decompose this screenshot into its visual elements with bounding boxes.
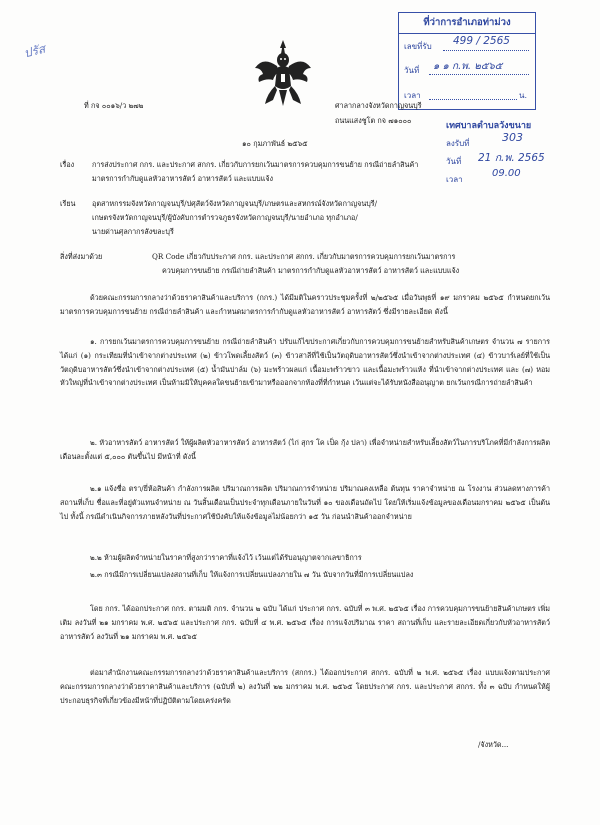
garuda-emblem-icon — [253, 38, 313, 108]
recipient-line-3: นายด่านศุลกากรสังขละบุรี — [92, 227, 174, 236]
stamp2-receive-value: 303 — [502, 131, 523, 144]
paragraph-item-1: ๑. การยกเว้นมาตรการควบคุมการขนย้าย กรณีถ่ายลำสินค้า ปรับแก้ไขประกาศเกี่ยวกับการควบคุมการขนย้ายสำหรับสินค้าเกษตร จำนวน ๗ รายการ ได้แก่ (๑) กระเทียมที่นำเข้าจากต่างประเทศ (๒) ข้าวโพดเลี้ยงสัตว์ (๓) ข้าวสาลีที่ใช้เป็นวัตถุดิบอาหารสัตว์ซึ่งนำเข้าจากต่างประเทศ (๔) ข้าวบาร์เลย์ที่ใช้เป็นวัตถุดิบอาหารสัตว์ซึ่งนำเข้าจากต่างประเทศ (๕) น้ำมันปาล์ม (๖) มะพร้าวผลแก่ เนื้อมะพร้าวขาว และเนื้อมะพร้าวแห้ง ที่นำเข้าจากต่างประเทศ และ (๗) หอมหัวใหญ่ที่นำเข้าจากต่างประเทศ เป็นห้ามมิให้บุคคลใดขนย้ายเข้ามาหรือออกจากท้องที่ที่กำหนด เว้นแต่จะได้รับหนังสืออนุญาต ยกเว้นกรณีการถ่ายลำสินค้า — [60, 337, 550, 388]
stamp-receive-label: เลขที่รับ — [404, 42, 432, 51]
stamp2-time-label: เวลา — [446, 175, 463, 184]
handwritten-note: ปรัส — [22, 41, 47, 61]
stamp-date-label: วันที่ — [404, 66, 420, 75]
stamp2-time-value: 09.00 — [492, 168, 521, 179]
stamp2-receive-label: ลงรับที่ — [446, 139, 470, 148]
stamp-date-value: ๑ ๑ ก.พ. ๒๕๖๕ — [433, 61, 503, 72]
recipient-line-1: อุตสาหกรรมจังหวัดกาญจนบุรี/ปศุสัตว์จังหวัดกาญจนบุรี/เกษตรและสหกรณ์จังหวัดกาญจนบุรี/ — [92, 199, 378, 208]
attachment-line-1: QR Code เกี่ยวกับประกาศ กกร. และประกาศ สกกร. เกี่ยวกับมาตรการควบคุมการยกเว้นมาตรการ — [152, 252, 456, 261]
attachment-label: สิ่งที่ส่งมาด้วย — [60, 252, 103, 261]
subject-label: เรื่อง — [60, 160, 75, 169]
recipient-line-2: เกษตรจังหวัดกาญจนบุรี/ผู้บังคับการตำรวจภูธรจังหวัดกาญจนบุรี/นายอำเภอ ทุกอำเภอ/ — [92, 213, 358, 222]
recipient-label: เรียน — [60, 199, 76, 208]
stamp-time-unit: น. — [519, 91, 528, 100]
paragraph-intro: ด้วยคณะกรรมการกลางว่าด้วยราคาสินค้าและบริการ (กกร.) ได้มีมติในคราวประชุมครั้งที่ ๒/๒๕๖๕ เมื่อวันพุธที่ ๑๙ มกราคม ๒๕๖๕ กำหนดยกเว้นมาตรการควบคุมการขนย้าย กรณีถ่ายลำสินค้า และกำหนดมาตรการกำกับดูแลหัวอาหารสัตว์ อาหารสัตว์ ซึ่งมีรายละเอียด ดังนี้ — [60, 293, 550, 316]
stamp2-date-value: 21 ก.พ. 2565 — [478, 152, 545, 164]
stamp-title: ที่ว่าการอำเภอท่าม่วง — [399, 13, 535, 34]
subject-line-1: การส่งประกาศ กกร. และประกาศ สกกร. เกี่ยวกับการยกเว้นมาตรการควบคุมการขนย้าย กรณีถ่ายลำสินค้า — [92, 160, 419, 169]
attachment-line-2: ควบคุมการขนย้าย กรณีถ่ายลำสินค้า มาตรการกำกับดูแลหัวอาหารสัตว์ อาหารสัตว์ และแบบแจ้ง — [162, 266, 460, 275]
receipt-stamp-district — [398, 12, 536, 110]
paragraph-announcement-skkr: ต่อมาสำนักงานคณะกรรมการกลางว่าด้วยราคาสินค้าและบริการ (สกกร.) ได้ออกประกาศ สกกร. ฉบับที่ ๒ พ.ศ. ๒๕๖๕ เรื่อง แบบแจ้งตามประกาศคณะกรรมการกลางว่าด้วยราคาสินค้าและบริการ (ฉบับที่ ๒) ลงวันที่ ๒๒ มกราคม พ.ศ. ๒๕๖๕ โดยประกาศ กกร. และประกาศ สกกร. ทั้ง ๓ ฉบับ กำหนดให้ผู้ประกอบธุรกิจที่เกี่ยวข้องมีหน้าที่ปฏิบัติตามโดยเคร่งครัด — [60, 668, 550, 705]
sender-office-1: ศาลากลางจังหวัดกาญจนบุรี — [335, 101, 422, 110]
paragraph-announcement-kkr: โดย กกร. ได้ออกประกาศ กกร. ตามมติ กกร. จำนวน ๒ ฉบับ ได้แก่ ประกาศ กกร. ฉบับที่ ๓ พ.ศ. ๒๕๖๕ เรื่อง การควบคุมการขนย้ายสินค้าเกษตร เพิ่มเติม ลงวันที่ ๒๑ มกราคม พ.ศ. ๒๕๖๕ และประกาศ กกร. ฉบับที่ ๔ พ.ศ. ๒๕๖๕ เรื่อง การแจ้งปริมาณ ราคา สถานที่เก็บ และรายละเอียดเกี่ยวกับหัวอาหารสัตว์ อาหารสัตว์ ลงวันที่ ๒๑ มกราคม พ.ศ. ๒๕๖๕ — [60, 604, 550, 641]
subject-line-2: มาตรการกำกับดูแลหัวอาหารสัตว์ อาหารสัตว์ และแบบแจ้ง — [92, 174, 274, 183]
continued-marker: /จังหวัด... — [478, 740, 509, 749]
stamp-time-label: เวลา — [404, 91, 421, 100]
paragraph-item-2-1: ๒.๑ แจ้งชื่อ ตรา/ยี่ห้อสินค้า กำลังการผลิต ปริมาณการผลิต ปริมาณการจำหน่าย ปริมาณคงเหลือ ต้นทุน ราคาจำหน่าย ณ โรงงาน ส่วนลดทางการค้า สถานที่เก็บ ชื่อและที่อยู่ตัวแทนจำหน่าย ณ วันสิ้นเดือนเป็นประจำทุกเดือนภายในวันที่ ๑๐ ของเดือนถัดไป โดยให้เริ่มแจ้งข้อมูลของเดือนมกราคม ๒๕๖๕ เป็นต้นไป ทั้งนี้ กรณีดำเนินกิจการภายหลังวันที่ประกาศใช้บังคับให้แจ้งข้อมูลไม่น้อยกว่า ๑๕ วัน ก่อนนำสินค้าออกจำหน่าย — [60, 484, 550, 521]
stamp-receive-value: 499 / 2565 — [453, 35, 510, 47]
paragraph-item-2-2: ๒.๒ ห้ามผู้ผลิตจำหน่ายในราคาที่สูงกว่าราคาที่แจ้งไว้ เว้นแต่ได้รับอนุญาตจากเลขาธิการ — [90, 553, 362, 562]
document-date: ๑๐ กุมภาพันธ์ ๒๕๖๕ — [242, 139, 308, 148]
sender-office-2: ถนนแสงชูโต กจ ๗๑๐๐๐ — [335, 116, 412, 125]
receipt-stamp-municipality — [440, 118, 580, 188]
paragraph-item-2-3: ๒.๓ กรณีมีการเปลี่ยนแปลงสถานที่เก็บ ให้แจ้งการเปลี่ยนแปลงภายใน ๗ วัน นับจากวันที่มีการเปลี่ยนแปลง — [90, 570, 414, 579]
stamp2-date-label: วันที่ — [446, 157, 462, 166]
document-number: ที่ กจ ๐๐๑๖/ว ๒๗๒ — [84, 101, 144, 110]
stamp2-title: เทศบาลตำบลวังขนาย — [446, 121, 532, 131]
paragraph-item-2: ๒. หัวอาหารสัตว์ อาหารสัตว์ ให้ผู้ผลิตหัวอาหารสัตว์ อาหารสัตว์ (ไก่ สุกร โค เป็ด กุ้ง ปลา) เพื่อจำหน่ายสำหรับเลี้ยงสัตว์ในการบริโภคที่มีกำลังการผลิตเดือนละตั้งแต่ ๕,๐๐๐ ตันขึ้นไป มีหน้าที่ ดังนี้ — [60, 438, 550, 461]
